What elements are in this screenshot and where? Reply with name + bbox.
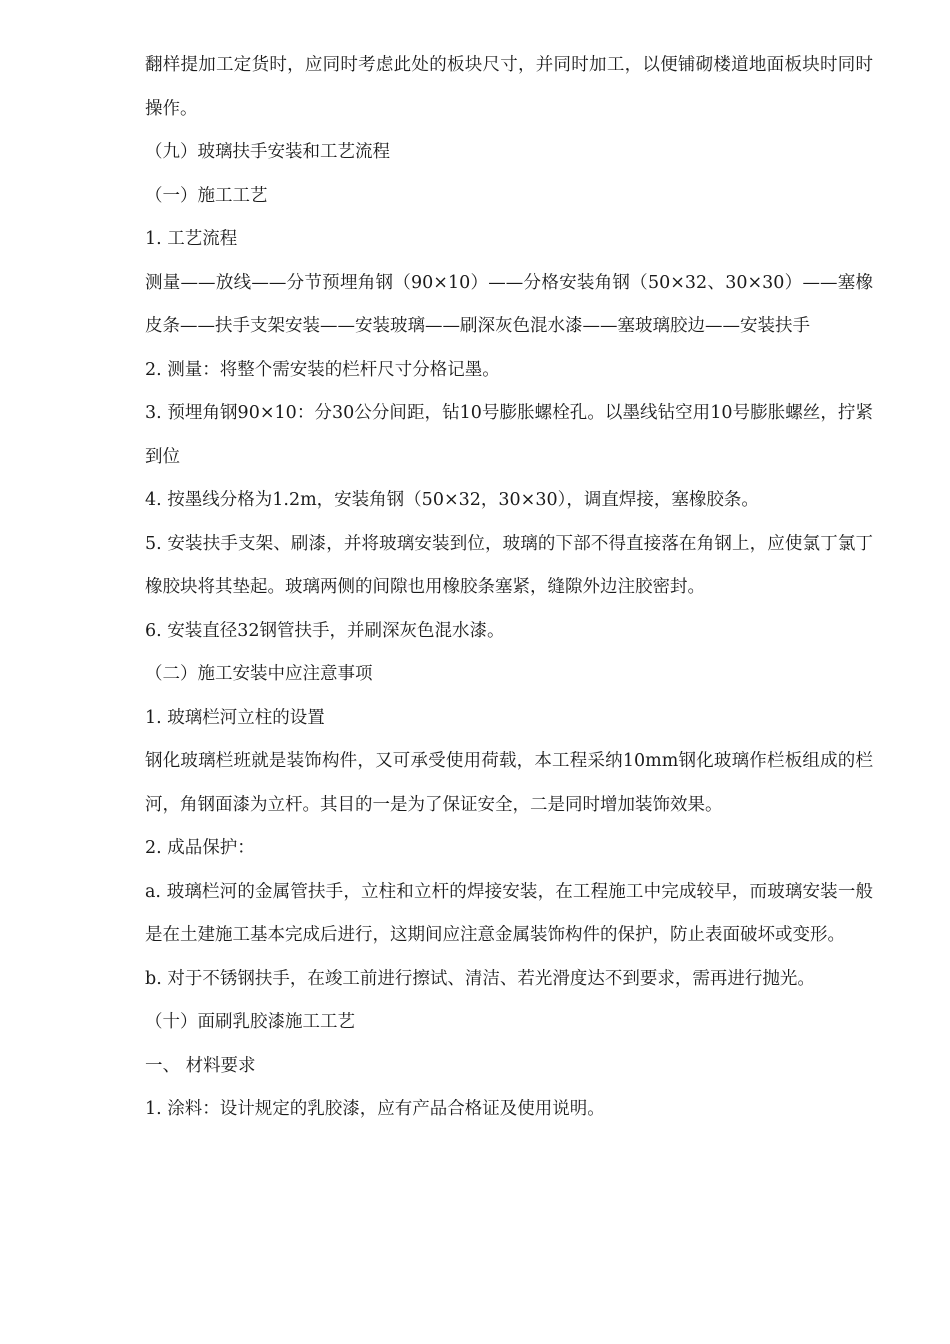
document-body	[145, 44, 873, 1132]
material-item-1: 1. 涂料：设计规定的乳胶漆，应有产品合格证及使用说明。	[145, 1099, 605, 1119]
section-heading-9: （九）玻璃扶手安装和工艺流程	[145, 142, 390, 162]
note-1-text: 钢化玻璃栏班就是装饰构件，又可承受使用荷载，本工程采纳10mm钢化玻璃作栏板组成的栏河，角钢面漆为立杆。其目的一是为了保证安全，二是同时增加装饰效果。	[145, 751, 873, 815]
process-flow-text: 测量——放线——分节预埋角钢（90×10）——分格安装角钢（50×32、30×30）——塞橡皮条——扶手支架安装——安装玻璃——刷深灰色混水漆——塞玻璃胶边——安装扶手	[145, 272, 873, 336]
section-heading-10: （十）面刷乳胶漆施工工艺	[145, 1012, 355, 1032]
subsection-heading-construction-process: （一）施工工艺	[145, 185, 268, 206]
material-requirements-heading: 一、 材料要求	[145, 1055, 256, 1076]
item-4-angle-steel-install: 4. 按墨线分格为1.2m，安装角钢（50×32，30×30），调直焊接，塞橡胶条。	[145, 490, 759, 510]
note-2-heading: 2. 成品保护：	[145, 838, 255, 858]
item-3-embedded-angle-steel: 3. 预埋角钢90×10：分30公分间距，钻10号膨胀螺栓孔。以墨线钻空用10号膨胀螺丝，拧紧到位	[145, 403, 873, 467]
paragraph-continuation: 翻样提加工定货时，应同时考虑此处的板块尺寸，并同时加工，以便铺砌楼道地面板块时同时操作。	[145, 55, 873, 119]
item-5-handrail-bracket: 5. 安装扶手支架、刷漆，并将玻璃安装到位，玻璃的下部不得直接落在角钢上，应使氯丁氯丁橡胶块将其垫起。玻璃两侧的间隙也用橡胶条塞紧，缝隙外边注胶密封。	[145, 533, 873, 597]
item-2-measurement: 2. 测量：将整个需安装的栏杆尺寸分格记墨。	[145, 359, 500, 380]
note-2a-text: a. 玻璃栏河的金属管扶手，立柱和立杆的焊接安装，在工程施工中完成较早，而玻璃安装一般是在土建施工基本完成后进行，这期间应注意金属装饰构件的保护，防止表面破坏或变形。	[145, 881, 873, 945]
note-2b-text: b. 对于不锈钢扶手，在竣工前进行擦试、清洁、若光滑度达不到要求，需再进行抛光。	[145, 968, 815, 989]
subsection-heading-notes: （二）施工安装中应注意事项	[145, 664, 373, 684]
item-1-process-flow: 1. 工艺流程	[145, 229, 238, 249]
note-1-heading: 1. 玻璃栏河立柱的设置	[145, 707, 325, 728]
item-6-steel-pipe-handrail: 6. 安装直径32钢管扶手，并刷深灰色混水漆。	[145, 620, 505, 641]
